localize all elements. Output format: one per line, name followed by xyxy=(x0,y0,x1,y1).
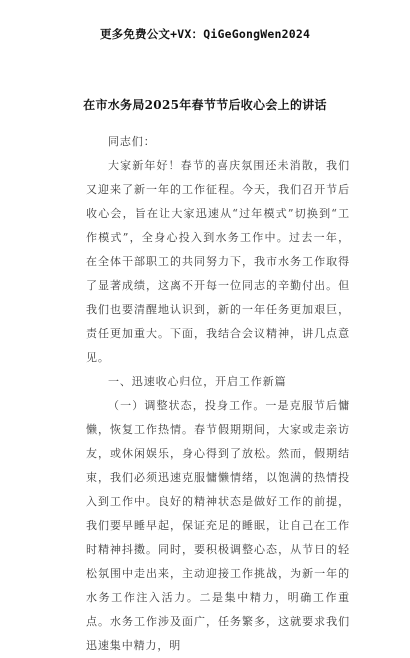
section-heading: 一、迅速收心归位，开启工作新篇 xyxy=(108,375,287,388)
header-note: 更多免费公文+VX：QiGeGongWen2024 xyxy=(99,27,311,41)
document-title: 在市水务局2025年春节节后收心会上的讲话 xyxy=(83,98,327,112)
body-paragraph: （一）调整状态，投身工作。一是克服节后慵懒，恢复工作热情。春节假期期间，大家或走亲访友，或休闲娱乐，身心得到了放松。然而，假期结束，我们必须迅速克服慵懒情绪，以饱满的热情投入到工作中。良好的精神状态是做好工作的前提，我们要早睡早起，保证充足的睡眠，让自己在工作时精神抖擞。同时，要积极调整心态，从节日的轻松氛围中走出来，主动迎接工作挑战，为新一年的水务工作注入活力。二是集中精力，明确工作重点。水务工作涉及面广，任务繁多，这就要求我们迅速集中精力，明 xyxy=(86,399,350,652)
salutation: 同志们： xyxy=(108,135,156,148)
document-body xyxy=(86,130,350,658)
body-paragraph: 大家新年好！春节的喜庆氛围还未消散，我们又迎来了新一年的工作征程。今天，我们召开节后收心会，旨在让大家迅速从“过年模式”切换到“工作模式”，全身心投入到水务工作中。过去一年，在全体干部职工的共同努力下，我市水务工作取得了显著成绩，这离不开每一位同志的辛勤付出。但我们也要清醒地认识到，新的一年任务更加艰巨，责任更加重大。下面，我结合会议精神，讲几点意见。 xyxy=(86,159,350,364)
